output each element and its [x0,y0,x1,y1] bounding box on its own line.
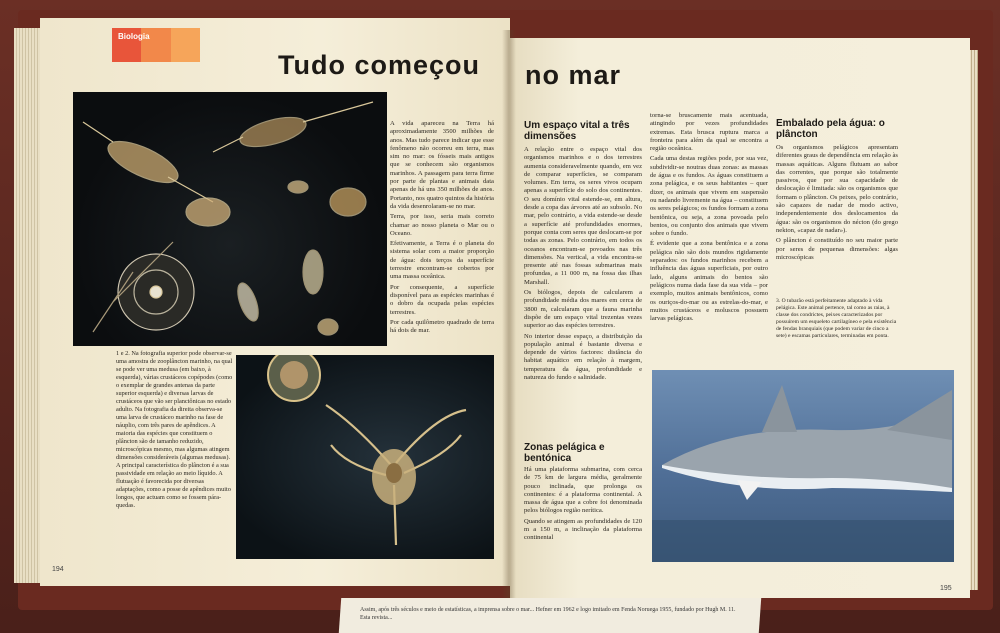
paragraph-3: Efetivamente, a Terra é o planeta do sistema solar com a maior proporção de água: dois terços da superfície terrestre encontram-se cobertos por uma massa oceânica. [390,240,494,281]
paragraph: A relação entre o espaço vital dos organismos marinhos e o dos terrestres aumenta consideravelmente quando, em vez de comparar superfícies, se comparam volumes. Em terra, os seres vivos ocupam apenas a superfície do solo dos continentes. O seu domínio vital estende-se, em altura, desde a copa das árvores até ao subsolo. No mar, pelo contrário, a vida estende-se desde a superfície até profundidades enormes, porque conta com seres que deslocam-se por todas as zonas. Pelo contrário, em todos os oceanos encontram-se povoados nas três dimensões. Na vertical, a vida encontra-se presente até nas fossas submarinas mais profundas, a 11 000 m, na fossa das ilhas Marshall. [524,146,642,286]
paragraph: O plâncton é constituído no seu maior parte por seres de pequenas dimensões: algas microscópicas [776,237,898,261]
right-column-1b [524,466,642,586]
paragraph: Quando se atingem as profundidades de 120 m a 150 m, a inclinação da plataforma continental [524,517,642,542]
section-badge [112,28,200,62]
paragraph-2: Terra, por isso, seria mais correto chamar ao nosso planeta o Mar ou o Oceano. [390,213,494,237]
section-badge-label: Biologia [118,32,150,41]
heading-plancton: Embalado pela água: o plâncton [776,118,885,140]
heading-zonas: Zonas pelágica e bentónica [524,442,605,464]
shark-caption: 3. O tubarão está perfeitamente adaptado à vida pelágica. Este animal pertence, tal como as raias, à classe dos condrictes, peixes caracterizados por possuírem um esqueleto cartilagíneo e pela existência de fendas branquiais (que podem variar de cinco a sete) e escamas particulares, terminadas em ponta. [776,298,897,339]
intro-paragraph: A vida apareceu na Terra há aproximadamente 3500 milhões de anos. Mas tudo parece indicar que esse fenômeno não ocorreu em terra, mas sim no mar: os fósseis mais antigos que se conhecem são organismos marinhos. A passagem para terra firme por parte de plantas e animais data apenas de há uns 350 milhões de anos. Portanto, nos quatro quintos da história da vida desenrolaram-se no mar. [390,120,494,210]
paragraph: torna-se bruscamente mais acentuada, atingindo por vezes profundidades extremas. Esta brusca ruptura marca a fronteira para além da qual se encontra a região oceânica. [650,112,768,153]
page-number-right: 195 [940,585,952,592]
paragraph: É evidente que a zona bentônica e a zona pelágica não são dois mundos rigidamente separados: os fundos marinhos recebem a influência das águas superficiais, por outro lado, alguns animais do bentos são pelágicos numa dada fase da sua vida – por exemplo, muitos animais bentônicos, como os ouriços-do-mar ou as estrelas-do-mar, e muitos crustáceos e moluscos possuem larvas pelágicas. [650,240,768,323]
paragraph: No interior desse espaço, a distribuição da população animal é bastante diversa e depende de vários factores: distância do habitat aquático em relação à margem, temperatura da água, profundidade e natureza do fundo e salinidade. [524,332,642,382]
left-page-edges [14,28,42,583]
paragraph: Cada uma destas regiões pode, por sua vez, subdividir-se noutras duas zonas: as massas de água e os fundos. As águas constituem a zona pelágica, e os seus habitantes – quer dizer, os animais que vivem em suspensão ou nadando livremente na água – constituem os seres pelágicos; os fundos formam a zona bentônica, ou seja, a zona povoada pelo bentos, ou conjunto dos animais que vivem sobre o fundo. [650,155,768,238]
nauplius-larva-photo [236,355,494,559]
paragraph: Os organismos pelágicos apresentam diferentes graus de dependência em relação às massas aquáticas. Alguns flutuam ao sabor das correntes, que porque são totalmente passivos, que por sua capacidade de deslocação é limitada: são os organismos que formam o plâncton. Os peixes, pelo contrário, são capazes de nadar de modo activo, independentemente dos deslocamentos da água: são os organismos do nécton (do grego nekton, «capaz de nadar»). [776,144,898,234]
paragraph-5: Por cada quilômetro quadrado de terra há dois de mar. [390,318,494,335]
left-text-column [390,120,494,337]
book-spine [502,30,516,600]
headline-right: no mar [525,60,622,90]
page-number-left: 194 [52,566,64,573]
left-caption: 1 e 2. Na fotografia superior pode observar-se uma amostra de zooplâncton marinho, na qual se pode ver uma medusa (em baixo, à esquerda), várias crustáceos copépodes (como o exemplar de grandes antenas da parte superior esquerda) e diversas larvas de crustáceos que vão ser planctônicas no estado adulto. Na fotografia da direita observa-se uma larva de crustáceo marinho na fase de náuplio, com três pares de apêndices. A maioria das espécies que constituem o plâncton são de tamanho reduzido, microscópicas mesmo, mas algumas atingem dimensões consideráveis (algumas medusas). A principal característica do plâncton é a sua passividade em relação ao meio líquido. A flutuação é favorecida por diversas adaptações, como a posse de apêndices muito longos, que actuam como se fossem pára-quedas. [116,350,233,509]
paragraph: Os biólogos, depois de calcularem a profundidade média dos mares em cerca de 3800 m, calcularam que a fauna marinha dispõe de um espaço vital trezentas vezes superior ao das espécies terrestres. [524,289,642,330]
zooplankton-photo [73,92,387,346]
paragraph-4: Por consequente, a superfície disponível para as espécies marinhas é o dobro da ocupada pelas espécies terrestres. [390,283,494,316]
paragraph: Há uma plataforma submarina, com cerca de 75 km de largura média, geralmente pouco inclinada, que prolonga os continentes: é a plataforma continental. A massa de água que a cobre foi denominada pelos biólogos região nerítica. [524,466,642,515]
magazine-below-text: Assim, após três séculos e meio de estatísticas, a imprensa sobre o mar... Hefner em 1962 e logo imitado em Fenda Noruega 1955, fundado por Hugh M. 11. Esta revista... [360,607,736,621]
right-column-3 [776,144,898,292]
heading-espaco-vital: Um espaço vital a três dimensões [524,120,630,142]
right-column-1 [524,146,642,434]
headline-left: Tudo começou [278,50,481,80]
right-column-2 [650,112,768,362]
shark-photo [652,370,954,562]
